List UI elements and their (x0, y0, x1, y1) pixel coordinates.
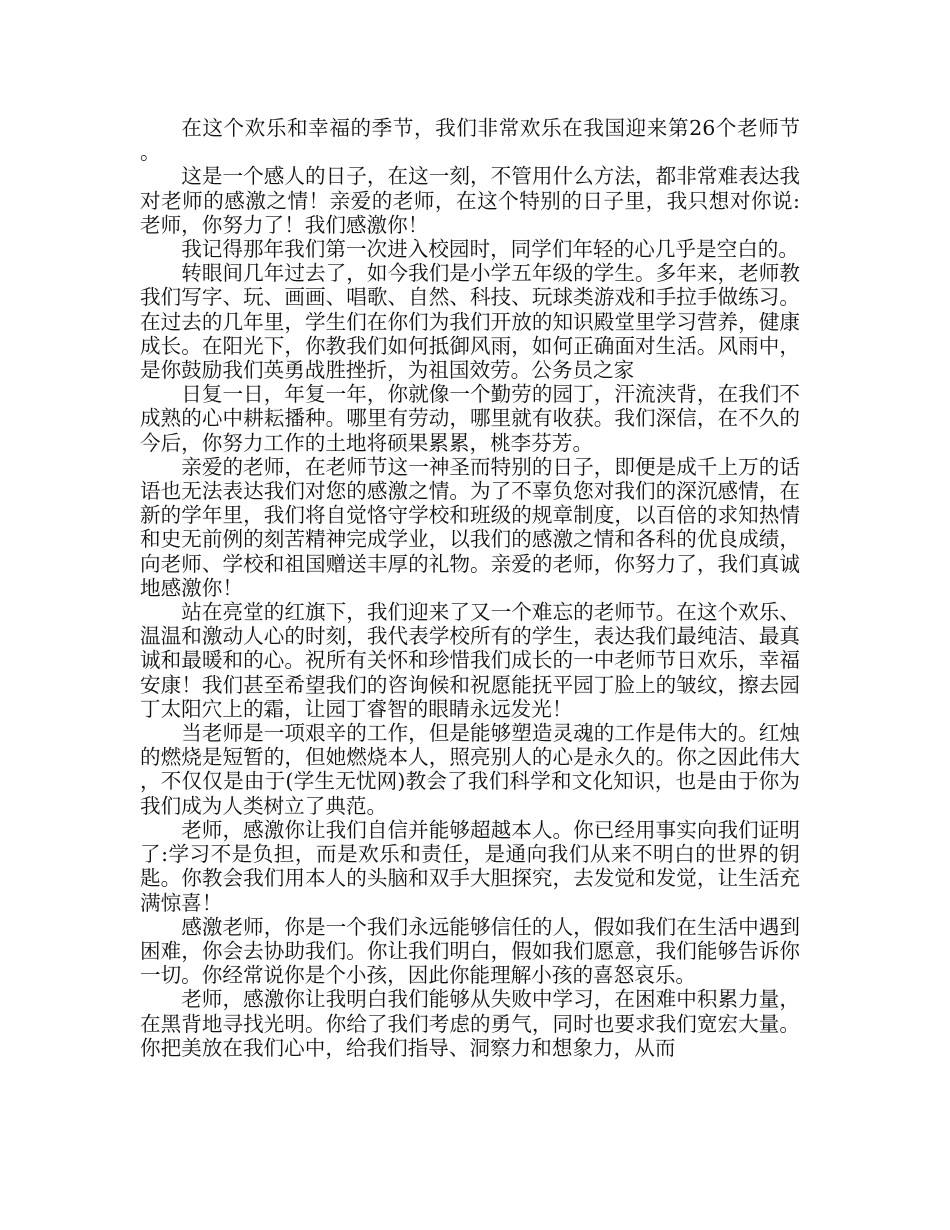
paragraph-6: 亲爱的老师，在老师节这一神圣而特别的日子，即便是成千上万的话语也无法表达我们对您的感激之情。为了不辜负您对我们的深沉感情，在新的学年里，我们将自觉恪守学校和班级的规章制度，以百倍的求知热情和史无前例的刻苦精神完成学业，以我们的感激之情和各科的优良成绩，向老师、学校和祖国赠送丰厚的礼物。亲爱的老师，你努力了，我们真诚地感激你！ (140, 454, 800, 600)
paragraph-5: 日复一日，年复一年，你就像一个勤劳的园丁，汗流浃背，在我们不成熟的心中耕耘播种。哪里有劳动，哪里就有收获。我们深信，在不久的今后，你努力工作的土地将硕果累累，桃李芬芳。 (140, 382, 800, 455)
paragraph-7: 站在亮堂的红旗下，我们迎来了又一个难忘的老师节。在这个欢乐、温温和激动人心的时刻，我代表学校所有的学生，表达我们最纯洁、最真诚和最暖和的心。祝所有关怀和珍惜我们成长的一中老师节日欢乐，幸福安康！我们甚至希望我们的咨询候和祝愿能抚平园丁脸上的皱纹，擦去园丁太阳穴上的霜，让园丁睿智的眼睛永远发光！ (140, 600, 800, 721)
paragraph-8: 当老师是一项艰辛的工作，但是能够塑造灵魂的工作是伟大的。红烛的燃烧是短暂的，但她燃烧本人，照亮别人的心是永久的。你之因此伟大，不仅仅是由于(学生无忧网)教会了我们科学和文化知识，也是由于你为我们成为人类树立了典范。 (140, 721, 800, 818)
paragraph-4: 转眼间几年过去了，如今我们是小学五年级的学生。多年来，老师教我们写字、玩、画画、唱歌、自然、科技、玩球类游戏和手拉手做练习。在过去的几年里，学生们在你们为我们开放的知识殿堂里学习营养，健康成长。在阳光下，你教我们如何抵御风雨，如何正确面对生活。风雨中，是你鼓励我们英勇战胜挫折，为祖国效劳。公务员之家 (140, 261, 800, 383)
document-body (140, 116, 800, 1060)
paragraph-10: 感激老师，你是一个我们永远能够信任的人，假如我们在生活中遇到困难，你会去协助我们。你让我们明白，假如我们愿意，我们能够告诉你一切。你经常说你是个小孩，因此你能理解小孩的喜怒哀乐。 (140, 914, 800, 988)
paragraph-11: 老师，感激你让我明白我们能够从失败中学习，在困难中积累力量，在黑背地寻找光明。你给了我们考虑的勇气，同时也要求我们宽宏大量。你把美放在我们心中，给我们指导、洞察力和想象力，从而 (140, 987, 800, 1060)
paragraph-2: 这是一个感人的日子，在这一刻，不管用什么方法，都非常难表达我对老师的感激之情！亲爱的老师，在这个特别的日子里，我只想对你说:老师，你努力了！我们感激你！ (140, 164, 800, 237)
paragraph-1: 在这个欢乐和幸福的季节，我们非常欢乐在我国迎来第26个老师节。 (140, 116, 800, 165)
paragraph-3: 我记得那年我们第一次进入校园时，同学们年轻的心几乎是空白的。 (181, 237, 799, 262)
paragraph-9: 老师，感激你让我们自信并能够超越本人。你已经用事实向我们证明了:学习不是负担，而是欢乐和责任，是通向我们从来不明白的世界的钥匙。你教会我们用本人的头脑和双手大胆探究，去发觉和发觉，让生活充满惊喜！ (140, 817, 800, 915)
